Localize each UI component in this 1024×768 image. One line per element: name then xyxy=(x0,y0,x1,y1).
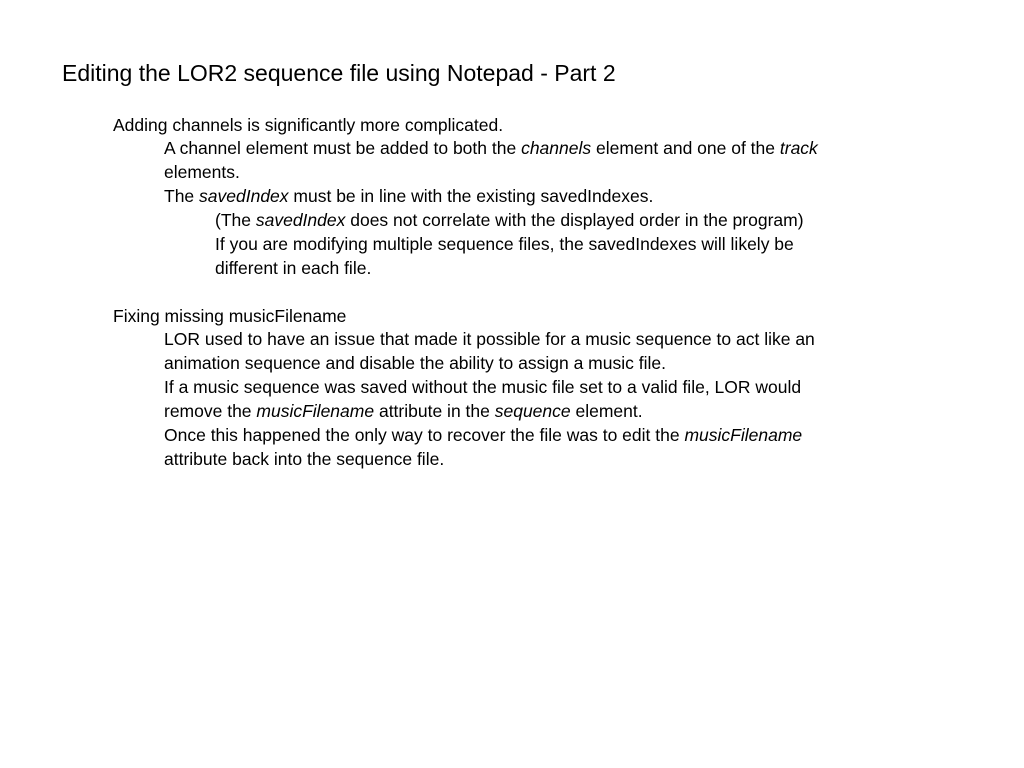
bullet-channel-element-cont: elements. xyxy=(164,162,240,182)
sub-bullet-multiple-files: If you are modifying multiple sequence files, the savedIndexes will likely be xyxy=(215,234,794,254)
italic-term-sequence: sequence xyxy=(494,401,571,421)
bullet-music-saved: If a music sequence was saved without the music file set to a valid file, LOR would xyxy=(164,377,802,397)
sub-bullet-savedindex-order xyxy=(215,208,804,232)
slide-title: Editing the LOR2 sequence file using Notepad - Part 2 xyxy=(62,60,616,86)
text-segment: Once this happened the only way to recover the file was to edit the xyxy=(164,425,685,445)
bullet-channel-element xyxy=(164,136,818,160)
italic-term-musicfilename: musicFilename xyxy=(684,425,803,445)
text-segment: (The xyxy=(215,210,256,230)
section-heading-adding-channels: Adding channels is significantly more complicated. xyxy=(113,115,504,135)
bullet-recover-file xyxy=(164,423,802,447)
text-segment: attribute in the xyxy=(374,401,495,421)
italic-term-savedindex: savedIndex xyxy=(255,210,346,230)
italic-term-track: track xyxy=(779,138,818,158)
text-segment: must be in line with the existing savedIndexes. xyxy=(288,186,654,206)
bullet-recover-file-cont: attribute back into the sequence file. xyxy=(164,449,445,469)
bullet-savedindex xyxy=(164,184,653,208)
text-segment: does not correlate with the displayed order in the program) xyxy=(345,210,804,230)
sub-bullet-multiple-files-cont: different in each file. xyxy=(215,258,372,278)
italic-term-savedindex: savedIndex xyxy=(199,186,289,206)
bullet-music-saved-cont xyxy=(164,399,643,423)
text-segment: The xyxy=(164,186,200,206)
italic-term-musicfilename: musicFilename xyxy=(256,401,375,421)
text-segment: element and one of the xyxy=(591,138,780,158)
section-heading-missing-musicfilename: Fixing missing musicFilename xyxy=(113,306,347,326)
text-segment: element. xyxy=(570,401,643,421)
italic-term-channels: channels xyxy=(521,138,592,158)
bullet-lor-issue: LOR used to have an issue that made it possible for a music sequence to act like an xyxy=(164,329,815,349)
bullet-lor-issue-cont: animation sequence and disable the ability to assign a music file. xyxy=(164,353,666,373)
text-segment: A channel element must be added to both the xyxy=(164,138,522,158)
text-segment: remove the xyxy=(164,401,257,421)
